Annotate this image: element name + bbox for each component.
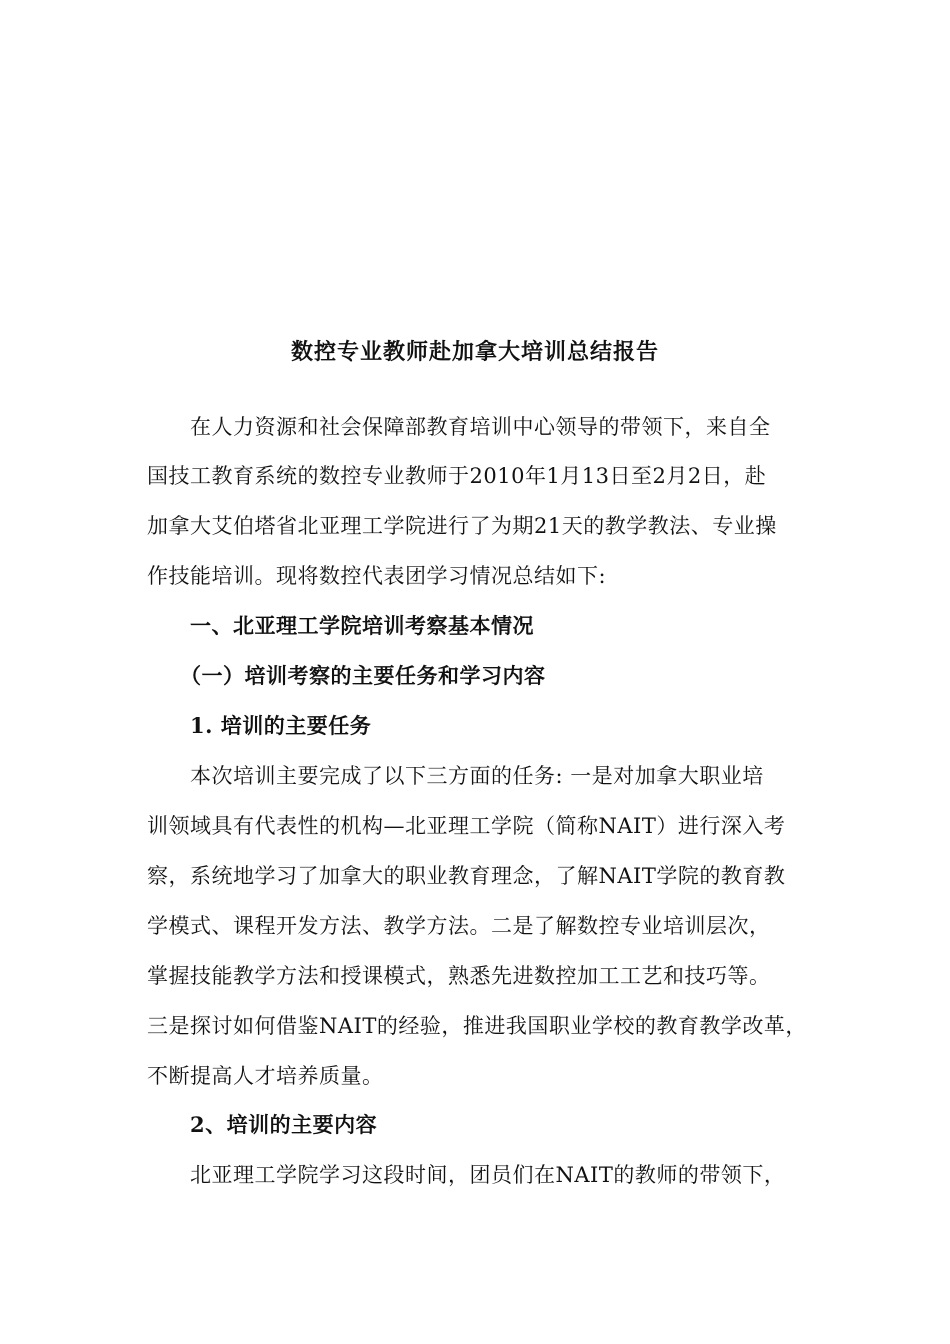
content-line-1: 北亚理工学院学习这段时间，团员们在NAIT的教师的带领下， [190,1163,786,1187]
intro-line-4: 作技能培训。现将数控代表团学习情况总结如下: [147,564,607,588]
tasks-line-1: 本次培训主要完成了以下三方面的任务: 一是对加拿大职业培 [190,764,764,788]
tasks-line-3: 察，系统地学习了加拿大的职业教育理念，了解NAIT学院的教育教 [147,864,786,888]
tasks-line-5: 掌握技能教学方法和授课模式，熟悉先进数控加工工艺和技巧等。 [147,964,771,988]
tasks-line-6: 三是探讨如何借鉴NAIT的经验，推进我国职业学校的教育教学改革， [147,1014,807,1038]
section-heading-2: （一）培训考察的主要任务和学习内容 [180,663,546,688]
document-title: 数控专业教师赴加拿大培训总结报告 [290,339,659,365]
intro-line-2: 国技工教育系统的数控专业教师于2010年1月13日至2月2日，赴 [147,464,767,488]
tasks-line-4: 学模式、课程开发方法、教学方法。二是了解数控专业培训层次， [147,914,771,938]
section-heading-4: 2、培训的主要内容 [190,1112,378,1137]
section-heading-3: 1. 培训的主要任务 [190,713,372,738]
intro-line-1: 在人力资源和社会保障部教育培训中心领导的带领下，来自全 [190,415,771,439]
intro-line-3: 加拿大艾伯塔省北亚理工学院进行了为期21天的教学教法、专业操 [147,514,777,538]
section-heading-1: 一、北亚理工学院培训考察基本情况 [190,613,534,638]
tasks-line-7: 不断提高人才培养质量。 [147,1064,384,1088]
tasks-line-2: 训领域具有代表性的机构—北亚理工学院（简称NAIT）进行深入考 [147,814,786,838]
